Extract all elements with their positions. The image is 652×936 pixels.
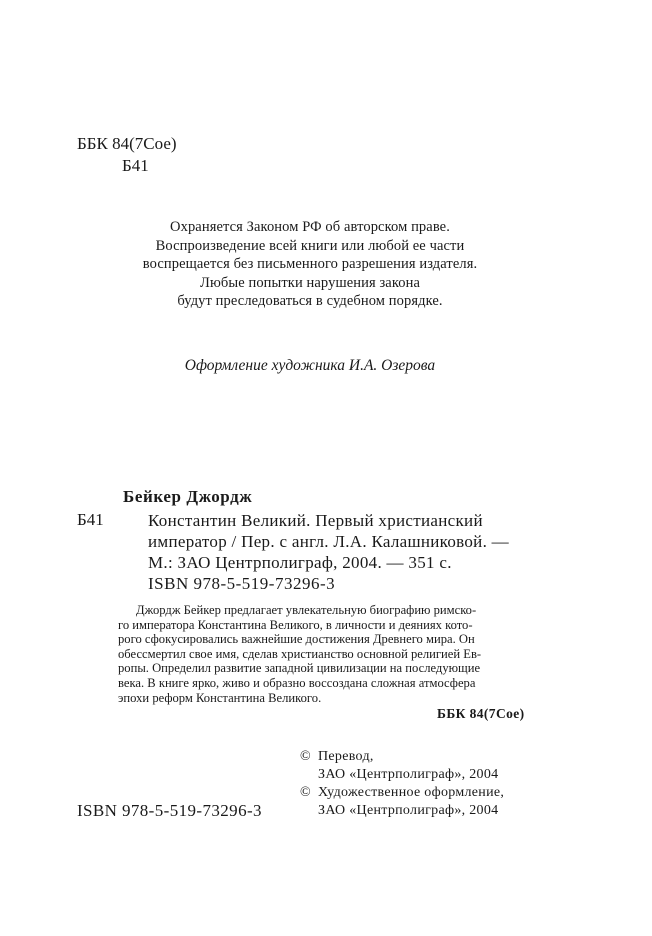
copyright-holder: ЗАО «Центрполиграф», 2004 — [318, 767, 499, 782]
copyright-symbol-icon: © — [300, 785, 311, 800]
notice-line: Воспроизведение всей книги или любой ее части — [155, 237, 465, 254]
copyright-entry-translation — [300, 748, 504, 766]
annotation-paragraph — [118, 603, 538, 705]
copyright-notice — [100, 218, 520, 311]
notice-line: будут преследоваться в судебном порядке. — [177, 293, 443, 309]
isbn-bottom: ISBN 978-5-519-73296-3 — [77, 801, 262, 820]
notice-line: Любые попытки нарушения закона — [200, 274, 420, 291]
bbk-code: ББК 84(7Сое) — [77, 134, 177, 153]
bibliography-author: Бейкер Джордж — [123, 487, 253, 506]
annotation-line: века. В книге ярко, живо и образно воссоздана сложная атмосфера — [118, 675, 476, 690]
copyright-symbol-icon: © — [300, 749, 311, 764]
bibliography-mark: Б41 — [77, 510, 104, 529]
copyright-entry-design — [300, 784, 504, 802]
annotation-line: Джордж Бейкер предлагает увлекательную биографию римско- — [136, 603, 477, 617]
description-line: Константин Великий. Первый христианский — [148, 511, 483, 530]
notice-line: воспрещается без письменного разрешения издателя. — [142, 256, 478, 272]
copyright-block — [300, 748, 504, 820]
copyright-holder: ЗАО «Центрполиграф», 2004 — [318, 803, 499, 818]
copyright-title: Художественное оформление, — [318, 785, 505, 800]
annotation-line: го императора Константина Великого, в личности и деяниях кото- — [118, 617, 473, 632]
bibliography-isbn: ISBN 978-5-519-73296-3 — [148, 574, 336, 593]
description-line: М.: ЗАО Центрполиграф, 2004. — 351 с. — [148, 553, 452, 572]
annotation-line: рого сфокусировались важнейшие достижения Древнего мира. Он — [118, 632, 475, 647]
description-line: император / Пер. с англ. Л.А. Калашниковой. — — [148, 532, 509, 551]
annotation-line: ропы. Определил развитие западной цивилизации на последующие — [118, 661, 481, 676]
copyright-title: Перевод, — [318, 749, 374, 764]
bibliography-description — [148, 510, 509, 573]
artist-credit: Оформление художника И.А. Озерова — [184, 357, 436, 374]
annotation-line: обессмертил свое имя, сделав христианство основной религией Ев- — [118, 646, 482, 661]
bbk-classification-bottom: ББК 84(7Сое) — [437, 706, 525, 721]
annotation-line: эпохи реформ Константина Великого. — [118, 690, 322, 705]
author-mark: Б41 — [122, 156, 149, 175]
notice-line: Охраняется Законом РФ об авторском праве. — [170, 219, 450, 235]
bbk-classification-top — [77, 133, 177, 177]
